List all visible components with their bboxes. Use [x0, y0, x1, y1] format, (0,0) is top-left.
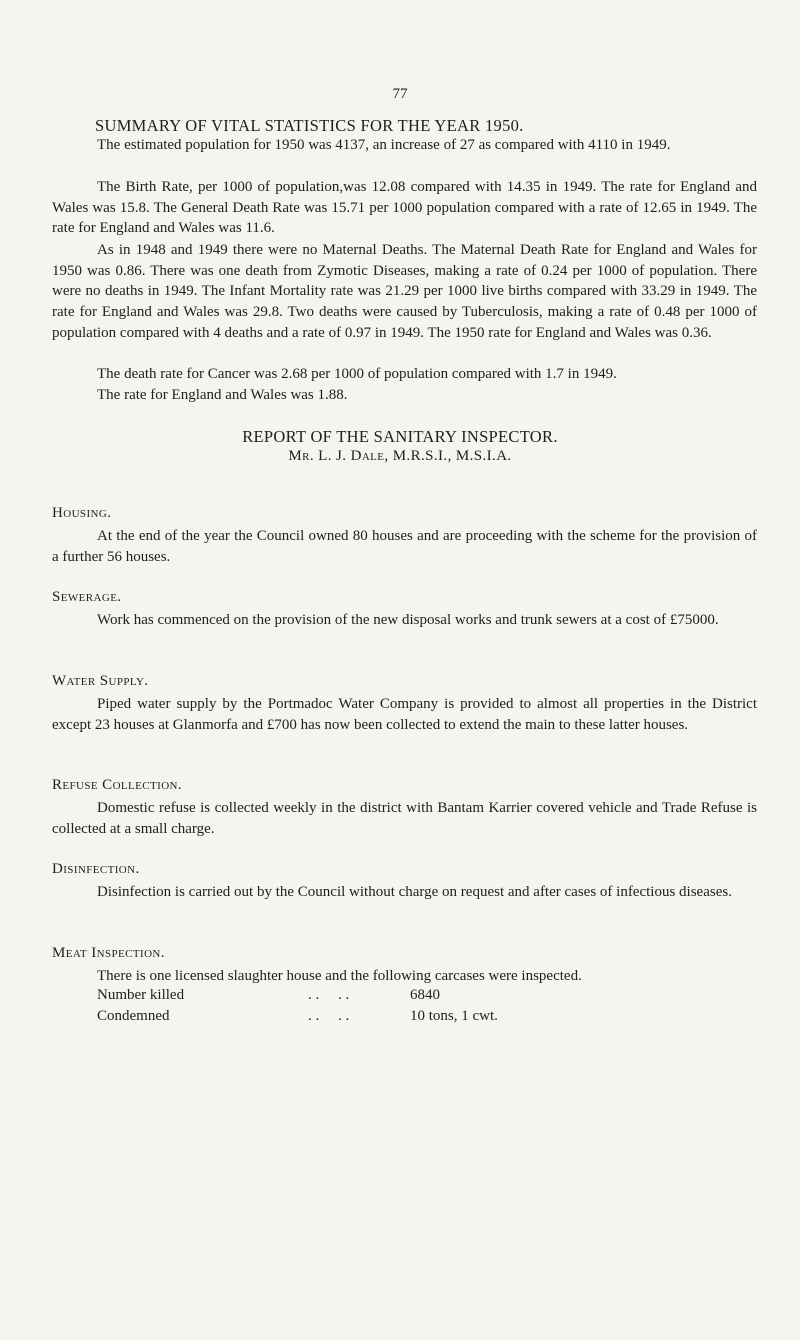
section-text: At the end of the year the Council owned 80 houses and are proceeding with the scheme for the provision of a further 56 houses.	[52, 528, 757, 565]
summary-paragraph: As in 1948 and 1949 there were no Maternal Deaths. The Maternal Death Rate for England and Wales for 1950 was 0.86. There was one death from Zymotic Diseases, making a rate of 0.24 per 1000 of population. There were no deaths in 1949. The Infant Mortality rate was 21.29 per 1000 live births compared with 33.29 in 1949. The rate for England and Wales was 29.8. Two deaths were caused by Tuberculosis, making a rate of 0.48 per 1000 of population compared with 4 deaths and a rate of 0.97 in 1949. The 1950 rate for England and Wales was 0.36.	[52, 242, 757, 341]
summary-title: SUMMARY OF VITAL STATISTICS FOR THE YEAR 1950.	[95, 116, 524, 135]
page-number: 77	[392, 86, 408, 102]
meat-table-label: Condemned	[97, 1008, 170, 1024]
section-heading: Refuse Collection.	[52, 777, 183, 793]
summary-paragraph: The death rate for Cancer was 2.68 per 1000 of population compared with 1.7 in 1949.	[97, 366, 617, 382]
section-text: There is one licensed slaughter house and the following carcases were inspected.	[97, 968, 582, 984]
section-heading: Meat Inspection.	[52, 945, 165, 961]
summary-paragraph: The rate for England and Wales was 1.88.	[97, 387, 348, 403]
section-heading: Disinfection.	[52, 861, 140, 877]
meat-table-label: Number killed	[97, 987, 185, 1003]
section-text: Disinfection is carried out by the Council without charge on request and after cases of infectious diseases.	[97, 884, 732, 900]
section-heading: Sewerage.	[52, 589, 122, 605]
meat-table-dots: . . . .	[308, 1008, 350, 1024]
meat-table-value: 10 tons, 1 cwt.	[410, 1008, 498, 1024]
section-text: Domestic refuse is collected weekly in the district with Bantam Karrier covered vehicle and Trade Refuse is collected at a small charge.	[52, 800, 757, 837]
section-heading: Water Supply.	[52, 673, 149, 689]
report-title: REPORT OF THE SANITARY INSPECTOR.	[242, 427, 558, 446]
section-text: Piped water supply by the Portmadoc Water Company is provided to almost all properties in the District except 23 houses at Glanmorfa and £700 has now been collected to extend the main to these latter houses.	[52, 696, 757, 733]
meat-table-dots: . . . .	[308, 987, 350, 1003]
section-heading: Housing.	[52, 505, 112, 521]
report-subtitle: Mr. L. J. Dale, M.R.S.I., M.S.I.A.	[288, 448, 512, 464]
section-text: Work has commenced on the provision of the new disposal works and trunk sewers at a cost of £75000.	[97, 612, 719, 628]
meat-table-value: 6840	[410, 987, 440, 1003]
summary-paragraph: The estimated population for 1950 was 4137, an increase of 27 as compared with 4110 in 1949.	[97, 137, 671, 153]
summary-paragraph: The Birth Rate, per 1000 of population,was 12.08 compared with 14.35 in 1949. The rate for England and Wales was 15.8. The General Death Rate was 15.71 per 1000 population compared with a rate of 12.65 in 1949. The rate for England and Wales was 11.6.	[52, 179, 757, 237]
